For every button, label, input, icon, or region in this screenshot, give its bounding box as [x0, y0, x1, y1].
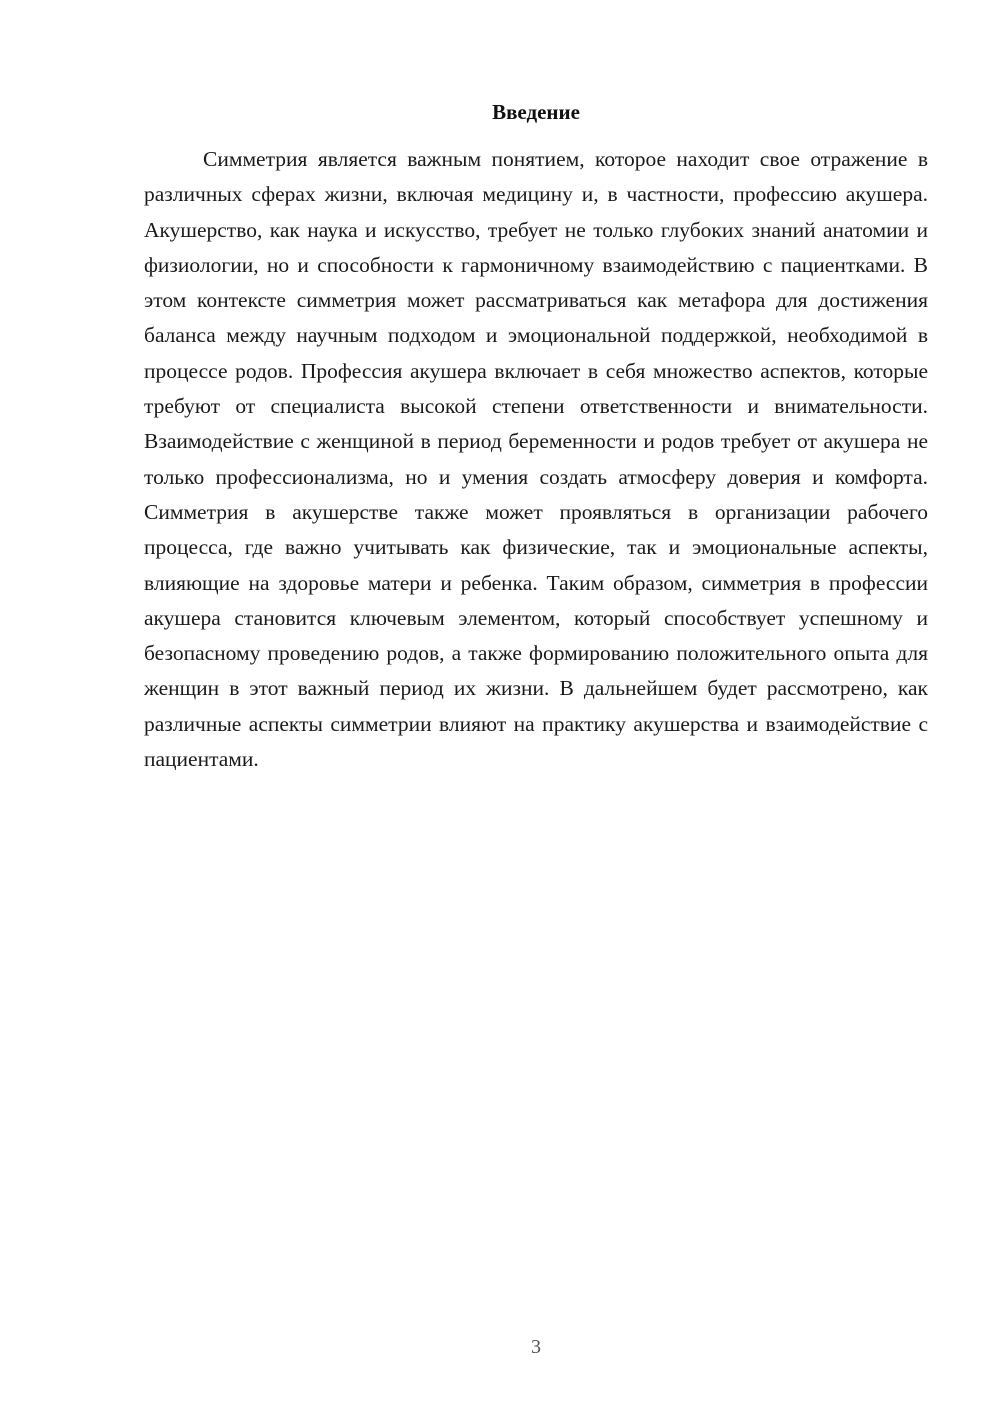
- section-heading: Введение: [492, 100, 580, 124]
- page-number: 3: [531, 1336, 541, 1358]
- body-paragraph: Симметрия является важным понятием, которое находит свое отражение в различных сферах жизни, включая медицину и, в частности, профессию акушера. Акушерство, как наука и искусство, требует не только глубоких знаний анатомии и физиологии, но и способности к гармоничному взаимодействию с пациентками. В этом контексте симметрия может рассматриваться как метафора для достижения баланса между научным подходом и эмоциональной поддержкой, необходимой в процессе родов. Профессия акушера включает в себя множество аспектов, которые требуют от специалиста высокой степени ответственности и внимательности. Взаимодействие с женщиной в период беременности и родов требует от акушера не только профессионализма, но и умения создать атмосферу доверия и комфорта. Симметрия в акушерстве также может проявляться в организации рабочего процесса, где важно учитывать как физические, так и эмоциональные аспекты, влияющие на здоровье матери и ребенка. Таким образом, симметрия в профессии акушера становится ключевым элементом, который способствует успешному и безопасному проведению родов, а также формированию положительного опыта для женщин в этот важный период их жизни. В дальнейшем будет рассмотрено, как различные аспекты симметрии влияют на практику акушерства и взаимодействие с пациентами.: [144, 147, 928, 772]
